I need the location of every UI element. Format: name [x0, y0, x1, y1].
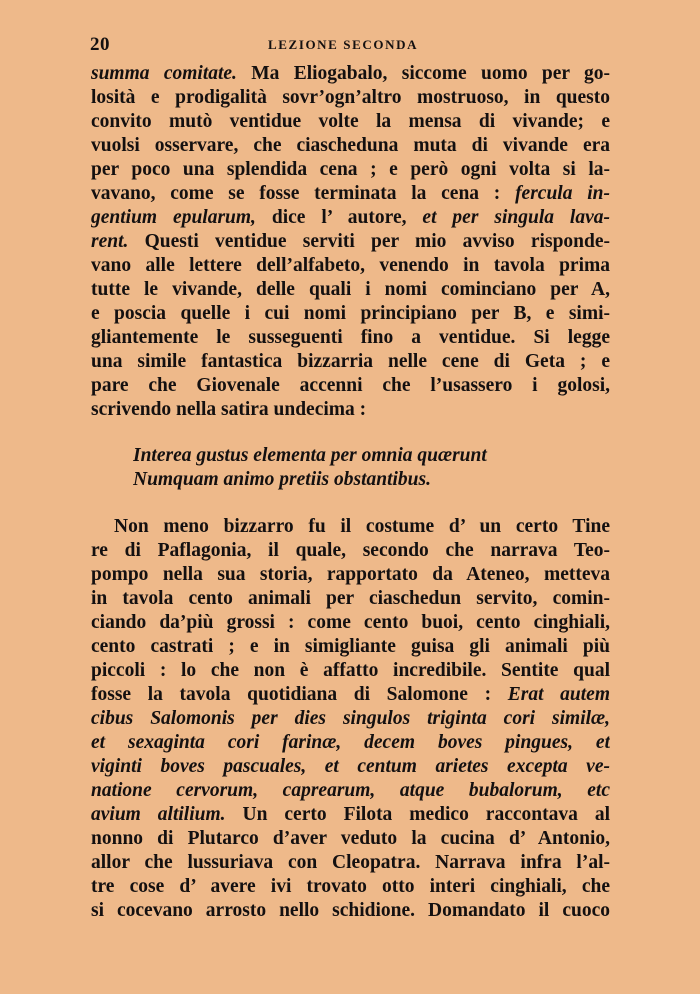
text-run: Un certo Filota medico raccontava al: [225, 804, 610, 825]
text-line: [114, 515, 610, 541]
italic-text: gentium epularum,: [91, 207, 256, 228]
text-run: tre cose d’ avere ivi trovato otto interi cinghiali, che: [91, 876, 610, 897]
text-line: [91, 278, 610, 304]
text-line: [91, 539, 610, 565]
text-line: [91, 230, 610, 256]
text-line: [91, 206, 610, 232]
text-line: [91, 374, 610, 400]
italic-text: summa comitate.: [91, 63, 237, 84]
text-run: dice l’ autore,: [255, 207, 423, 228]
text-line: [91, 803, 610, 829]
text-line: [91, 62, 610, 88]
text-run: Questi ventidue serviti per mio avviso risponde-: [128, 231, 610, 252]
text-line: [91, 398, 610, 424]
text-run: pare che Giovenale accenni che l’usassero i golosi,: [91, 375, 610, 396]
text-line: [91, 611, 610, 637]
text-run: ciando da’più grossi : come cento buoi, cento cinghiali,: [91, 612, 610, 633]
text-run: per poco una splendida cena ; e però ogni volta si la-: [91, 159, 610, 180]
page-number: 20: [90, 34, 110, 55]
text-line: [91, 755, 610, 781]
italic-text: Erat autem: [507, 684, 610, 705]
text-line: [91, 731, 610, 757]
italic-text: viginti boves pascuales, et centum arietes excepta ve-: [91, 756, 610, 777]
text-run: cento castrati ; e in simigliante guisa gli animali più: [91, 636, 610, 657]
text-line: [91, 563, 610, 589]
text-line: [91, 899, 610, 925]
text-line: [91, 659, 610, 685]
page-header: [90, 34, 610, 56]
text-line: [91, 827, 610, 853]
text-line: [133, 468, 553, 494]
text-run: fosse la tavola quotidiana di Salomone :: [91, 684, 508, 705]
italic-text: avium altilium.: [91, 804, 226, 825]
text-run: in tavola cento animali per ciaschedun servito, comin-: [91, 588, 610, 609]
text-line: [91, 779, 610, 805]
italic-text: rent.: [91, 231, 129, 252]
text-run: tutte le vivande, delle quali i nomi cominciano per A,: [91, 279, 610, 300]
text-line: [91, 875, 610, 901]
text-run: vuolsi osservare, che ciascheduna muta di vivande era: [91, 135, 610, 156]
text-run: nonno di Plutarco d’aver veduto la cucina d’ Antonio,: [91, 828, 610, 849]
text-line: [91, 86, 610, 112]
text-run: gliantemente le susseguenti fino a ventidue. Si legge: [91, 327, 610, 348]
italic-text: fercula in-: [515, 183, 610, 204]
text-line: [91, 254, 610, 280]
italic-text: et sexaginta cori farinæ, decem boves pingues, et: [91, 732, 610, 753]
running-head: LEZIONE SECONDA: [268, 37, 419, 52]
text-run: pompo nella sua storia, rapportato da Ateneo, metteva: [91, 564, 610, 585]
text-line: [91, 683, 610, 709]
text-run: Ma Eliogabalo, siccome uomo per go-: [236, 63, 610, 84]
text-line: [91, 326, 610, 352]
text-run: scrivendo nella satira undecima :: [91, 399, 367, 420]
text-line: [91, 635, 610, 661]
text-run: Non meno bizzarro fu il costume d’ un certo Tine: [114, 516, 610, 537]
italic-text: natione cervorum, caprearum, atque bubalorum, etc: [91, 780, 610, 801]
text-line: [91, 158, 610, 184]
text-line: [133, 444, 553, 470]
italic-text: cibus Salomonis per dies singulos triginta cori similæ,: [91, 708, 610, 729]
text-run: allor che lussuriava con Cleopatra. Narrava infra l’al-: [91, 852, 610, 873]
text-run: si cocevano arrosto nello schidione. Domandato il cuoco: [91, 900, 610, 921]
text-run: re di Paflagonia, il quale, secondo che narrava Teo-: [91, 540, 610, 561]
text-line: [91, 182, 610, 208]
text-line: [91, 302, 610, 328]
text-run: piccoli : lo che non è affatto incredibile. Sentite qual: [91, 660, 610, 681]
text-line: [91, 587, 610, 613]
text-line: [91, 350, 610, 376]
text-run: convito mutò ventidue volte la mensa di vivande; e: [91, 111, 610, 132]
italic-text: Interea gustus elementa per omnia quærunt: [133, 445, 487, 466]
text-run: losità e prodigalità sovr’ogn’altro mostruoso, in questo: [91, 87, 610, 108]
italic-text: et per singula lava-: [422, 207, 610, 228]
italic-text: Numquam animo pretiis obstantibus.: [133, 469, 431, 490]
text-run: vavano, come se fosse terminata la cena :: [91, 183, 516, 204]
text-line: [91, 707, 610, 733]
text-run: una simile fantastica bizzarria nelle cene di Geta ; e: [91, 351, 610, 372]
text-line: [91, 134, 610, 160]
text-line: [91, 110, 610, 136]
text-run: e poscia quelle i cui nomi principiano per B, e simi-: [91, 303, 610, 324]
text-run: vano alle lettere dell’alfabeto, venendo in tavola prima: [91, 255, 610, 276]
text-line: [91, 851, 610, 877]
